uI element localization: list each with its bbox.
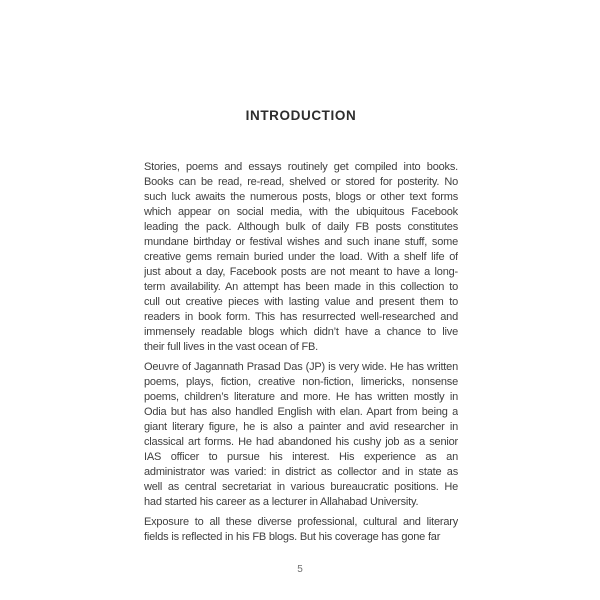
text-line: cull out creative pieces with lasting value and present them to (144, 296, 458, 308)
text-line: Stories, poems and essays routinely get compiled into books. (144, 161, 458, 173)
paragraph (144, 515, 458, 545)
text-line: had started his career as a lecturer in Allahabad University. (144, 496, 419, 508)
text-line: well as central secretariat in various bureaucratic positions. He (144, 481, 458, 493)
text-line: creative gems remain buried under the load. With a shelf life of (144, 251, 458, 263)
paragraph (144, 160, 458, 355)
text-line: immensely readable blogs which didn’t have a chance to live (144, 326, 458, 338)
text-line: classical art forms. He had abandoned his cushy job as a senior (144, 436, 458, 448)
text-line: fields is reflected in his FB blogs. But his coverage has gone far (144, 531, 441, 543)
paragraph (144, 360, 458, 510)
text-line: mundane birthday or festival wishes and such inane stuff, some (144, 236, 458, 248)
text-line: Odia but has also handled English with elan. Apart from being a (144, 406, 458, 418)
text-line: Oeuvre of Jagannath Prasad Das (JP) is very wide. He has written (144, 361, 458, 373)
text-line: readers in book form. This has resurrected well-researched and (144, 311, 458, 323)
text-line: leading the pack. Although bulk of daily FB posts constitutes (144, 221, 458, 233)
text-line: administrator was varied: in district as collector and in state as (144, 466, 458, 478)
page-number: 5 (297, 564, 303, 575)
text-line: poems, children’s literature and more. He has written mostly in (144, 391, 458, 403)
text-line: their full lives in the vast ocean of FB. (144, 341, 318, 353)
text-line: Exposure to all these diverse professional, cultural and literary (144, 516, 458, 528)
text-line: term availability. An attempt has been made in this collection to (144, 281, 458, 293)
text-line: giant literary figure, he is also a painter and avid researcher in (144, 421, 458, 433)
text-line: just about a day, Facebook posts are not meant to have a long- (144, 266, 458, 278)
body-text (144, 160, 458, 550)
page-title: INTRODUCTION (245, 108, 357, 123)
text-line: IAS officer to pursue his interest. His experience as an (144, 451, 458, 463)
text-line: Books can be read, re-read, shelved or stored for posterity. No (144, 176, 458, 188)
text-line: such luck awaits the numerous posts, blogs or other text forms (144, 191, 458, 203)
text-line: poems, plays, fiction, creative non-fiction, limericks, nonsense (144, 376, 458, 388)
text-line: which appear on social media, with the ubiquitous Facebook (144, 206, 458, 218)
